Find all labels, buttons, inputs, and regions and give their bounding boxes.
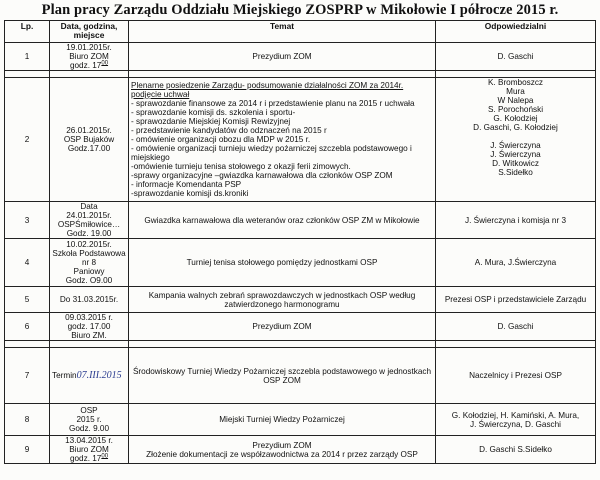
row-number: 7 <box>5 348 50 404</box>
topic-item: - sprawozdanie komisji ds. szkolenia i sportu- <box>131 108 296 117</box>
topic-heading: Plenarne posiedzenie Zarządu- podsumowanie działalności ZOM za 2014r. <box>131 81 404 90</box>
row-responsible: D. Gaschi S.Sidełko <box>436 436 596 464</box>
row-date <box>50 43 129 71</box>
row-responsible: D. Gaschi <box>436 43 596 71</box>
date-prefix: Termin <box>52 371 77 380</box>
responsible-item: D. Gaschi, G. Kołodziej <box>473 123 558 132</box>
topic-line: Kampania walnych zebrań sprawozdawczych w jednostkach OSP według <box>148 290 416 300</box>
topic-line: Złożenie dokumentacji ze współzawodnictwa za 2014 r przez zarządy OSP <box>146 449 418 459</box>
topic-item: -sprawozdanie komisji ds.kroniki <box>131 189 249 198</box>
date-line: Godz.17.00 <box>67 144 111 153</box>
row-date <box>50 436 129 464</box>
row-date <box>50 202 129 239</box>
responsible-item: D. Witkowicz <box>492 159 539 168</box>
date-line: OSP Bujaków <box>63 135 115 144</box>
topic-item: - sprawozdanie finansowe za 2014 r i przedstawienie planu na 2015 r uchwała <box>131 99 415 108</box>
date-line: 19.01.2015r. <box>66 43 112 52</box>
row-topic <box>129 348 436 404</box>
row-number: 3 <box>5 202 50 239</box>
date-line: Biuro ZOM <box>69 52 109 61</box>
row-number: 9 <box>5 436 50 464</box>
responsible-item: Mura <box>506 87 525 96</box>
table-header-row <box>5 21 596 43</box>
topic-item: - sprawozdanie Miejskiej Komisji Rewizyjnej <box>131 117 291 126</box>
row-responsible: J. Świerczyna i komisja nr 3 <box>436 202 596 239</box>
topic-item: -omówienie turnieju tenisa stołowego z okazji ferii zimowych. <box>131 162 351 171</box>
row-date: Do 31.03.2015r. <box>50 287 129 313</box>
responsible-line: J. Świerczyna, D. Gaschi <box>470 419 561 429</box>
table-spacer-row <box>5 71 596 78</box>
header-resp: Odpowiedzialni <box>436 21 596 43</box>
row-topic <box>129 287 436 313</box>
date-minutes: 00 <box>101 453 109 460</box>
row-responsible: D. Gaschi <box>436 313 596 341</box>
date-line: godz. 17.00 <box>67 322 111 331</box>
row-number: 6 <box>5 313 50 341</box>
responsible-item: J. Świerczyna <box>490 141 541 150</box>
header-topic: Temat <box>129 21 436 43</box>
row-topic: Turniej tenisa stołowego pomiędzy jednostkami OSP <box>129 239 436 287</box>
responsible-line: G. Kołodziej, H. Kamiński, A. Mura, <box>451 410 580 420</box>
topic-line: OSP ZOM <box>263 375 301 385</box>
header-lp: Lp. <box>5 21 50 43</box>
date-hour: godz. 17 <box>69 61 102 70</box>
topic-item: -sprawy organizacyjne –gwiazdka karnawałowa dla członków OSP ZOM <box>131 171 393 180</box>
row-responsible: Prezesi OSP i przedstawiciele Zarządu <box>436 287 596 313</box>
work-plan-table <box>4 20 596 464</box>
date-time <box>52 454 126 463</box>
row-responsible <box>436 404 596 436</box>
date-line: 2015 r. <box>76 415 102 424</box>
date-line: Data <box>80 202 98 211</box>
date-line: 26.01.2015r. <box>66 126 112 135</box>
row-number: 1 <box>5 43 50 71</box>
table-row <box>5 404 596 436</box>
handwritten-date: 07.III.2015 <box>76 370 122 381</box>
date-line: Biuro ZM. <box>71 331 107 340</box>
topic-line: zatwierdzonego harmonogramu <box>224 299 340 309</box>
topic-line: Prezydium ZOM <box>252 440 312 450</box>
table-row <box>5 287 596 313</box>
date-time <box>52 61 126 70</box>
date-minutes: 00 <box>101 60 109 67</box>
responsible-item: J. Świerczyna <box>490 150 541 159</box>
date-line: Godz. 19.00 <box>66 229 112 238</box>
date-line: Godz. O9.00 <box>65 276 113 285</box>
responsible-item: W Nalepa <box>497 96 534 105</box>
table-row <box>5 348 596 404</box>
table-row <box>5 313 596 341</box>
date-line: Paniowy <box>73 267 105 276</box>
row-number: 2 <box>5 78 50 202</box>
topic-line: Środowiskowy Turniej Wiedzy Pożarniczej szczebla podstawowego w jednostkach <box>132 366 432 376</box>
row-topic: Gwiazdka karnawałowa dla weteranów oraz członków OSP ZM w Mikołowie <box>129 202 436 239</box>
table-row <box>5 43 596 71</box>
header-date-line2: miejsce <box>73 30 105 40</box>
table-row <box>5 202 596 239</box>
date-line: 24.01.2015r. <box>66 211 112 220</box>
responsible-item: K. Bromboszcz <box>487 78 544 87</box>
responsible-item: G. Kołodziej <box>493 114 538 123</box>
table-row <box>5 78 596 202</box>
table-row <box>5 239 596 287</box>
table-row <box>5 436 596 464</box>
responsible-item: S. Porochoński <box>487 105 544 114</box>
table-spacer-row <box>5 341 596 348</box>
row-date <box>50 313 129 341</box>
topic-item: - omówienie organizacji turnieju wiedzy pożarniczej szczebla podstawowego i <box>131 144 412 153</box>
date-line: 13.04.2015 r. <box>65 436 113 445</box>
date-line: Szkoła Podstawowa <box>52 249 126 258</box>
responsible-item: S.Sidełko <box>498 168 533 177</box>
row-topic: Prezydium ZOM <box>129 43 436 71</box>
row-responsible: A. Mura, J.Świerczyna <box>436 239 596 287</box>
topic-heading: podjęcie uchwał <box>131 90 190 99</box>
row-date <box>50 348 129 404</box>
row-topic: Miejski Turniej Wiedzy Pożarniczej <box>129 404 436 436</box>
date-line: 09.03.2015 r. <box>65 313 113 322</box>
row-date <box>50 404 129 436</box>
header-date <box>50 21 129 43</box>
date-line: OSP <box>80 406 98 415</box>
date-line: nr 8 <box>81 258 97 267</box>
row-number: 5 <box>5 287 50 313</box>
topic-item: - przedstawienie kandydatów do odznaczeń na 2015 r <box>131 126 327 135</box>
row-topic: Prezydium ZOM <box>129 313 436 341</box>
responsible-item <box>438 132 593 141</box>
row-topic <box>129 78 436 202</box>
document-title: Plan pracy Zarządu Oddziału Miejskiego ZOSPRP w Mikołowie I półrocze 2015 r. <box>41 2 559 18</box>
row-responsible <box>436 78 596 202</box>
row-number: 4 <box>5 239 50 287</box>
row-number: 8 <box>5 404 50 436</box>
topic-item: - informacje Komendanta PSP <box>131 180 242 189</box>
row-responsible: Naczelnicy i Prezesi OSP <box>436 348 596 404</box>
date-line: Biuro ZOM <box>69 445 109 454</box>
date-line: Godz. 9.00 <box>68 424 110 433</box>
header-date-line1: Data, godzina, <box>60 21 118 31</box>
row-date <box>50 78 129 202</box>
row-topic <box>129 436 436 464</box>
date-line: 10.02.2015r. <box>66 240 112 249</box>
row-date <box>50 239 129 287</box>
date-line: OSPŚmiłowice… <box>57 220 121 229</box>
date-hour: godz. 17 <box>69 454 102 463</box>
topic-item: - omówienie organizacji obozu dla MDP w 2015 r. <box>131 135 311 144</box>
topic-item: miejskiego <box>131 153 170 162</box>
